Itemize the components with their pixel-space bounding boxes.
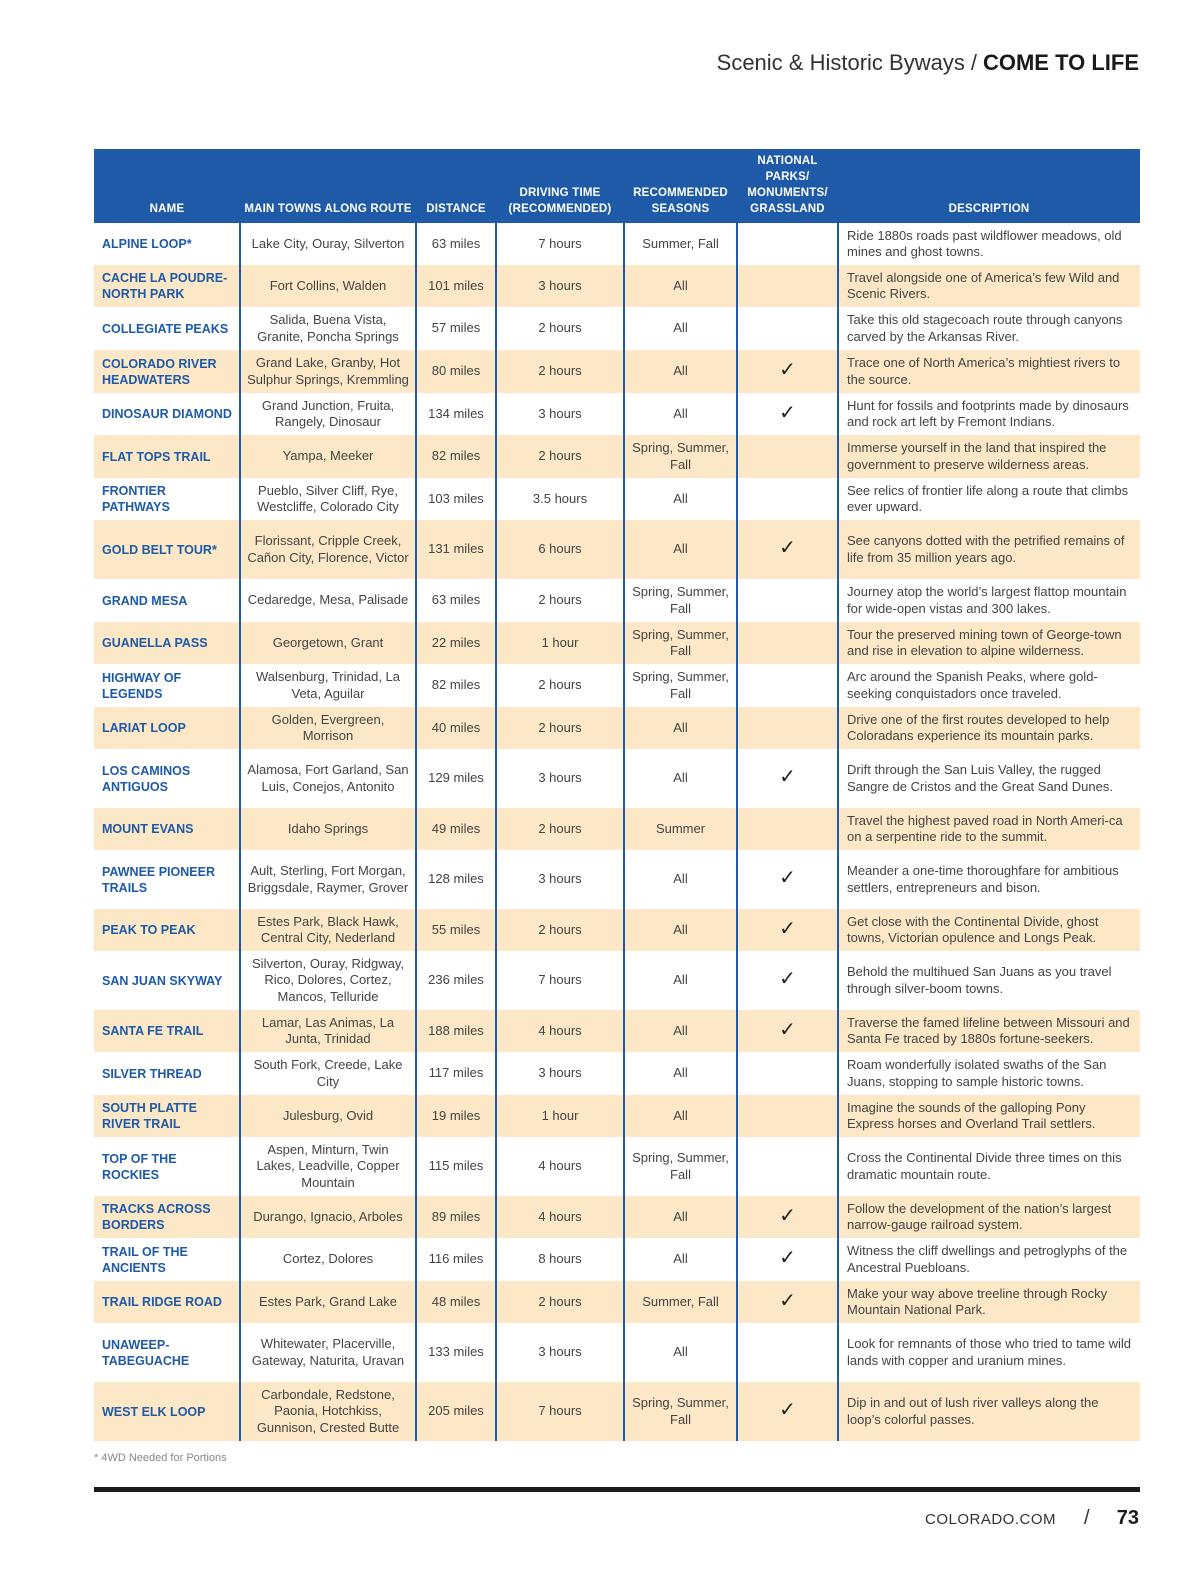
distance: 129 miles xyxy=(416,749,496,808)
driving-time: 8 hours xyxy=(496,1238,624,1281)
seasons: Summer, Fall xyxy=(624,223,737,265)
page-header xyxy=(717,50,1139,76)
description: Drive one of the first routes developed to help Coloradans experience its mountain parks. xyxy=(838,707,1140,749)
byways-table xyxy=(94,149,1140,1441)
seasons: Spring, Summer, Fall xyxy=(624,1382,737,1441)
main-towns: Estes Park, Grand Lake xyxy=(240,1281,416,1323)
col-header-description: DESCRIPTION xyxy=(838,149,1140,223)
seasons: All xyxy=(624,909,737,951)
seasons: All xyxy=(624,520,737,579)
table-row xyxy=(94,1137,1140,1196)
main-towns: Aspen, Minturn, Twin Lakes, Leadville, Copper Mountain xyxy=(240,1137,416,1196)
description: See canyons dotted with the petrified remains of life from 35 million years ago. xyxy=(838,520,1140,579)
main-towns: Idaho Springs xyxy=(240,808,416,850)
table-row xyxy=(94,808,1140,850)
distance: 57 miles xyxy=(416,307,496,350)
byway-name: TRAIL RIDGE ROAD xyxy=(94,1281,240,1323)
distance: 63 miles xyxy=(416,579,496,622)
seasons: All xyxy=(624,1052,737,1095)
byway-name: PEAK TO PEAK xyxy=(94,909,240,951)
header-separator: / xyxy=(970,50,977,75)
driving-time: 3 hours xyxy=(496,1323,624,1382)
distance: 116 miles xyxy=(416,1238,496,1281)
driving-time: 2 hours xyxy=(496,664,624,707)
table-row xyxy=(94,622,1140,664)
main-towns: Fort Collins, Walden xyxy=(240,265,416,307)
seasons: All xyxy=(624,951,737,1010)
description: Imagine the sounds of the galloping Pony Express horses and Overland Trail settlers. xyxy=(838,1095,1140,1137)
driving-time: 7 hours xyxy=(496,223,624,265)
seasons: Spring, Summer, Fall xyxy=(624,1137,737,1196)
byway-name: COLORADO RIVER HEADWATERS xyxy=(94,350,240,393)
description: Make your way above treeline through Rocky Mountain National Park. xyxy=(838,1281,1140,1323)
driving-time: 3 hours xyxy=(496,265,624,307)
national-park-check xyxy=(737,1095,838,1137)
footer-site: COLORADO.COM xyxy=(925,1511,1057,1528)
main-towns: Whitewater, Placerville, Gateway, Naturita, Uravan xyxy=(240,1323,416,1382)
checkmark-icon: ✓ xyxy=(779,1289,796,1312)
main-towns: Julesburg, Ovid xyxy=(240,1095,416,1137)
table-row xyxy=(94,393,1140,435)
driving-time: 3 hours xyxy=(496,1052,624,1095)
distance: 40 miles xyxy=(416,707,496,749)
distance: 80 miles xyxy=(416,350,496,393)
description: Witness the cliff dwellings and petroglyphs of the Ancestral Puebloans. xyxy=(838,1238,1140,1281)
driving-time: 7 hours xyxy=(496,951,624,1010)
checkmark-icon: ✓ xyxy=(779,1247,796,1270)
national-park-check xyxy=(737,223,838,265)
table-row xyxy=(94,909,1140,951)
table-row xyxy=(94,435,1140,478)
main-towns: Florissant, Cripple Creek, Cañon City, Florence, Victor xyxy=(240,520,416,579)
national-park-check xyxy=(737,1196,838,1238)
distance: 82 miles xyxy=(416,664,496,707)
col-header-parks: NATIONAL PARKS/ MONUMENTS/ GRASSLAND xyxy=(737,149,838,223)
footer-separator: / xyxy=(1084,1507,1090,1529)
description: Get close with the Continental Divide, ghost towns, Victorian opulence and Longs Peak. xyxy=(838,909,1140,951)
distance: 101 miles xyxy=(416,265,496,307)
national-park-check xyxy=(737,808,838,850)
driving-time: 2 hours xyxy=(496,435,624,478)
national-park-check xyxy=(737,478,838,520)
table-row xyxy=(94,850,1140,909)
checkmark-icon: ✓ xyxy=(779,968,796,991)
table-row xyxy=(94,1196,1140,1238)
seasons: All xyxy=(624,749,737,808)
checkmark-icon: ✓ xyxy=(779,1399,796,1422)
main-towns: Grand Lake, Granby, Hot Sulphur Springs, Kremmling xyxy=(240,350,416,393)
table-row xyxy=(94,478,1140,520)
seasons: All xyxy=(624,1196,737,1238)
distance: 131 miles xyxy=(416,520,496,579)
description: Ride 1880s roads past wildflower meadows, old mines and ghost towns. xyxy=(838,223,1140,265)
national-park-check xyxy=(737,435,838,478)
national-park-check xyxy=(737,1382,838,1441)
national-park-check xyxy=(737,1137,838,1196)
seasons: Summer, Fall xyxy=(624,1281,737,1323)
national-park-check xyxy=(737,1238,838,1281)
distance: 188 miles xyxy=(416,1010,496,1052)
table-row xyxy=(94,265,1140,307)
checkmark-icon: ✓ xyxy=(779,359,796,382)
table-row xyxy=(94,307,1140,350)
main-towns: Walsenburg, Trinidad, La Veta, Aguilar xyxy=(240,664,416,707)
checkmark-icon: ✓ xyxy=(779,867,796,890)
main-towns: Golden, Evergreen, Morrison xyxy=(240,707,416,749)
description: Behold the multihued San Juans as you travel through silver-boom towns. xyxy=(838,951,1140,1010)
distance: 22 miles xyxy=(416,622,496,664)
byway-name: DINOSAUR DIAMOND xyxy=(94,393,240,435)
description: Meander a one-time thoroughfare for ambitious settlers, entrepreneurs and bison. xyxy=(838,850,1140,909)
col-header-towns: MAIN TOWNS ALONG ROUTE xyxy=(240,149,416,223)
driving-time: 2 hours xyxy=(496,707,624,749)
checkmark-icon: ✓ xyxy=(779,537,796,560)
distance: 115 miles xyxy=(416,1137,496,1196)
byway-name: SAN JUAN SKYWAY xyxy=(94,951,240,1010)
national-park-check xyxy=(737,707,838,749)
description: Follow the development of the nation’s largest narrow-gauge railroad system. xyxy=(838,1196,1140,1238)
driving-time: 4 hours xyxy=(496,1010,624,1052)
description: Travel the highest paved road in North Ameri-ca on a serpentine ride to the summit. xyxy=(838,808,1140,850)
description: Roam wonderfully isolated swaths of the San Juans, stopping to sample historic towns. xyxy=(838,1052,1140,1095)
checkmark-icon: ✓ xyxy=(779,766,796,789)
national-park-check xyxy=(737,579,838,622)
distance: 205 miles xyxy=(416,1382,496,1441)
national-park-check xyxy=(737,393,838,435)
distance: 55 miles xyxy=(416,909,496,951)
main-towns: Grand Junction, Fruita, Rangely, Dinosaur xyxy=(240,393,416,435)
col-header-seasons: RECOMMENDED SEASONS xyxy=(624,149,737,223)
description: Immerse yourself in the land that inspired the government to preserve wilderness areas. xyxy=(838,435,1140,478)
table-row xyxy=(94,1382,1140,1441)
table-row xyxy=(94,749,1140,808)
seasons: Spring, Summer, Fall xyxy=(624,622,737,664)
description: Drift through the San Luis Valley, the rugged Sangre de Cristos and the Great Sand Dunes. xyxy=(838,749,1140,808)
distance: 63 miles xyxy=(416,223,496,265)
main-towns: Estes Park, Black Hawk, Central City, Nederland xyxy=(240,909,416,951)
byway-name: ALPINE LOOP* xyxy=(94,223,240,265)
distance: 236 miles xyxy=(416,951,496,1010)
driving-time: 2 hours xyxy=(496,579,624,622)
national-park-check xyxy=(737,909,838,951)
main-towns: Lamar, Las Animas, La Junta, Trinidad xyxy=(240,1010,416,1052)
driving-time: 2 hours xyxy=(496,307,624,350)
distance: 103 miles xyxy=(416,478,496,520)
seasons: All xyxy=(624,1323,737,1382)
seasons: All xyxy=(624,1095,737,1137)
driving-time: 2 hours xyxy=(496,808,624,850)
driving-time: 2 hours xyxy=(496,909,624,951)
driving-time: 1 hour xyxy=(496,1095,624,1137)
seasons: All xyxy=(624,1010,737,1052)
table-row xyxy=(94,1095,1140,1137)
driving-time: 3.5 hours xyxy=(496,478,624,520)
distance: 133 miles xyxy=(416,1323,496,1382)
table-header-row xyxy=(94,149,1140,223)
seasons: Spring, Summer, Fall xyxy=(624,579,737,622)
page-title: COME TO LIFE xyxy=(982,50,1139,75)
driving-time: 2 hours xyxy=(496,1281,624,1323)
byway-name: TRACKS ACROSS BORDERS xyxy=(94,1196,240,1238)
checkmark-icon: ✓ xyxy=(779,401,796,424)
driving-time: 3 hours xyxy=(496,393,624,435)
description: Journey atop the world’s largest flattop mountain for wide-open vistas and 300 lakes. xyxy=(838,579,1140,622)
byway-name: FLAT TOPS TRAIL xyxy=(94,435,240,478)
description: Dip in and out of lush river valleys along the loop’s colorful passes. xyxy=(838,1382,1140,1441)
byway-name: HIGHWAY OF LEGENDS xyxy=(94,664,240,707)
byway-name: CACHE LA POUDRE-NORTH PARK xyxy=(94,265,240,307)
distance: 49 miles xyxy=(416,808,496,850)
national-park-check xyxy=(737,1323,838,1382)
driving-time: 3 hours xyxy=(496,850,624,909)
byway-name: MOUNT EVANS xyxy=(94,808,240,850)
main-towns: South Fork, Creede, Lake City xyxy=(240,1052,416,1095)
main-towns: Carbondale, Redstone, Paonia, Hotchkiss, Gunnison, Crested Butte xyxy=(240,1382,416,1441)
description: Tour the preserved mining town of George-town and rise in elevation to alpine wilderness. xyxy=(838,622,1140,664)
driving-time: 4 hours xyxy=(496,1137,624,1196)
national-park-check xyxy=(737,850,838,909)
seasons: All xyxy=(624,265,737,307)
national-park-check xyxy=(737,265,838,307)
seasons: All xyxy=(624,307,737,350)
byway-name: WEST ELK LOOP xyxy=(94,1382,240,1441)
national-park-check xyxy=(737,664,838,707)
seasons: All xyxy=(624,1238,737,1281)
seasons: Summer xyxy=(624,808,737,850)
table-row xyxy=(94,1281,1140,1323)
description: Cross the Continental Divide three times on this dramatic mountain route. xyxy=(838,1137,1140,1196)
byway-name: GOLD BELT TOUR* xyxy=(94,520,240,579)
section-title: Scenic & Historic Byways xyxy=(716,50,965,75)
national-park-check xyxy=(737,1010,838,1052)
description: See relics of frontier life along a route that climbs ever upward. xyxy=(838,478,1140,520)
table-row xyxy=(94,1010,1140,1052)
distance: 134 miles xyxy=(416,393,496,435)
seasons: All xyxy=(624,850,737,909)
main-towns: Alamosa, Fort Garland, San Luis, Conejos, Antonito xyxy=(240,749,416,808)
description: Traverse the famed lifeline between Missouri and Santa Fe traced by 1880s fortune-seekers. xyxy=(838,1010,1140,1052)
col-header-driving-time: DRIVING TIME (RECOMMENDED) xyxy=(496,149,624,223)
national-park-check xyxy=(737,350,838,393)
col-header-name: NAME xyxy=(94,149,240,223)
table-row xyxy=(94,1052,1140,1095)
byway-name: TOP OF THE ROCKIES xyxy=(94,1137,240,1196)
driving-time: 4 hours xyxy=(496,1196,624,1238)
driving-time: 6 hours xyxy=(496,520,624,579)
checkmark-icon: ✓ xyxy=(779,1204,796,1227)
table-row xyxy=(94,1238,1140,1281)
distance: 128 miles xyxy=(416,850,496,909)
main-towns: Silverton, Ouray, Ridgway, Rico, Dolores, Cortez, Mancos, Telluride xyxy=(240,951,416,1010)
description: Arc around the Spanish Peaks, where gold-seeking conquistadors once traveled. xyxy=(838,664,1140,707)
main-towns: Cortez, Dolores xyxy=(240,1238,416,1281)
table-row xyxy=(94,707,1140,749)
main-towns: Pueblo, Silver Cliff, Rye, Westcliffe, Colorado City xyxy=(240,478,416,520)
distance: 19 miles xyxy=(416,1095,496,1137)
driving-time: 3 hours xyxy=(496,749,624,808)
main-towns: Yampa, Meeker xyxy=(240,435,416,478)
driving-time: 1 hour xyxy=(496,622,624,664)
footer-rule xyxy=(94,1487,1140,1492)
national-park-check xyxy=(737,307,838,350)
seasons: Spring, Summer, Fall xyxy=(624,664,737,707)
byway-name: GRAND MESA xyxy=(94,579,240,622)
main-towns: Salida, Buena Vista, Granite, Poncha Springs xyxy=(240,307,416,350)
checkmark-icon: ✓ xyxy=(779,1018,796,1041)
national-park-check xyxy=(737,622,838,664)
distance: 82 miles xyxy=(416,435,496,478)
national-park-check xyxy=(737,749,838,808)
table-row xyxy=(94,579,1140,622)
table-body xyxy=(94,223,1140,1441)
driving-time: 7 hours xyxy=(496,1382,624,1441)
byway-name: GUANELLA PASS xyxy=(94,622,240,664)
distance: 89 miles xyxy=(416,1196,496,1238)
description: Travel alongside one of America’s few Wild and Scenic Rivers. xyxy=(838,265,1140,307)
byway-name: COLLEGIATE PEAKS xyxy=(94,307,240,350)
byway-name: UNAWEEP-TABEGUACHE xyxy=(94,1323,240,1382)
national-park-check xyxy=(737,1281,838,1323)
byway-name: PAWNEE PIONEER TRAILS xyxy=(94,850,240,909)
byway-name: LARIAT LOOP xyxy=(94,707,240,749)
seasons: All xyxy=(624,478,737,520)
description: Look for remnants of those who tried to tame wild lands with copper and uranium mines. xyxy=(838,1323,1140,1382)
distance: 48 miles xyxy=(416,1281,496,1323)
seasons: All xyxy=(624,393,737,435)
main-towns: Cedaredge, Mesa, Palisade xyxy=(240,579,416,622)
table-row xyxy=(94,664,1140,707)
byway-name: SILVER THREAD xyxy=(94,1052,240,1095)
main-towns: Durango, Ignacio, Arboles xyxy=(240,1196,416,1238)
description: Hunt for fossils and footprints made by dinosaurs and rock art left by Fremont Indians. xyxy=(838,393,1140,435)
description: Trace one of North America’s mightiest rivers to the source. xyxy=(838,350,1140,393)
checkmark-icon: ✓ xyxy=(779,917,796,940)
national-park-check xyxy=(737,520,838,579)
driving-time: 2 hours xyxy=(496,350,624,393)
table-row xyxy=(94,520,1140,579)
seasons: Spring, Summer, Fall xyxy=(624,435,737,478)
byway-name: TRAIL OF THE ANCIENTS xyxy=(94,1238,240,1281)
distance: 117 miles xyxy=(416,1052,496,1095)
table-row xyxy=(94,1323,1140,1382)
byway-name: LOS CAMINOS ANTIGUOS xyxy=(94,749,240,808)
table-row xyxy=(94,951,1140,1010)
seasons: All xyxy=(624,350,737,393)
main-towns: Lake City, Ouray, Silverton xyxy=(240,223,416,265)
table-row xyxy=(94,350,1140,393)
byway-name: SANTA FE TRAIL xyxy=(94,1010,240,1052)
national-park-check xyxy=(737,951,838,1010)
byway-name: SOUTH PLATTE RIVER TRAIL xyxy=(94,1095,240,1137)
main-towns: Georgetown, Grant xyxy=(240,622,416,664)
page-number: 73 xyxy=(1116,1507,1139,1529)
col-header-distance: DISTANCE xyxy=(416,149,496,223)
footnote: * 4WD Needed for Portions xyxy=(94,1452,227,1464)
main-towns: Ault, Sterling, Fort Morgan, Briggsdale, Raymer, Grover xyxy=(240,850,416,909)
byway-name: FRONTIER PATHWAYS xyxy=(94,478,240,520)
seasons: All xyxy=(624,707,737,749)
description: Take this old stagecoach route through canyons carved by the Arkansas River. xyxy=(838,307,1140,350)
table-row xyxy=(94,223,1140,265)
national-park-check xyxy=(737,1052,838,1095)
